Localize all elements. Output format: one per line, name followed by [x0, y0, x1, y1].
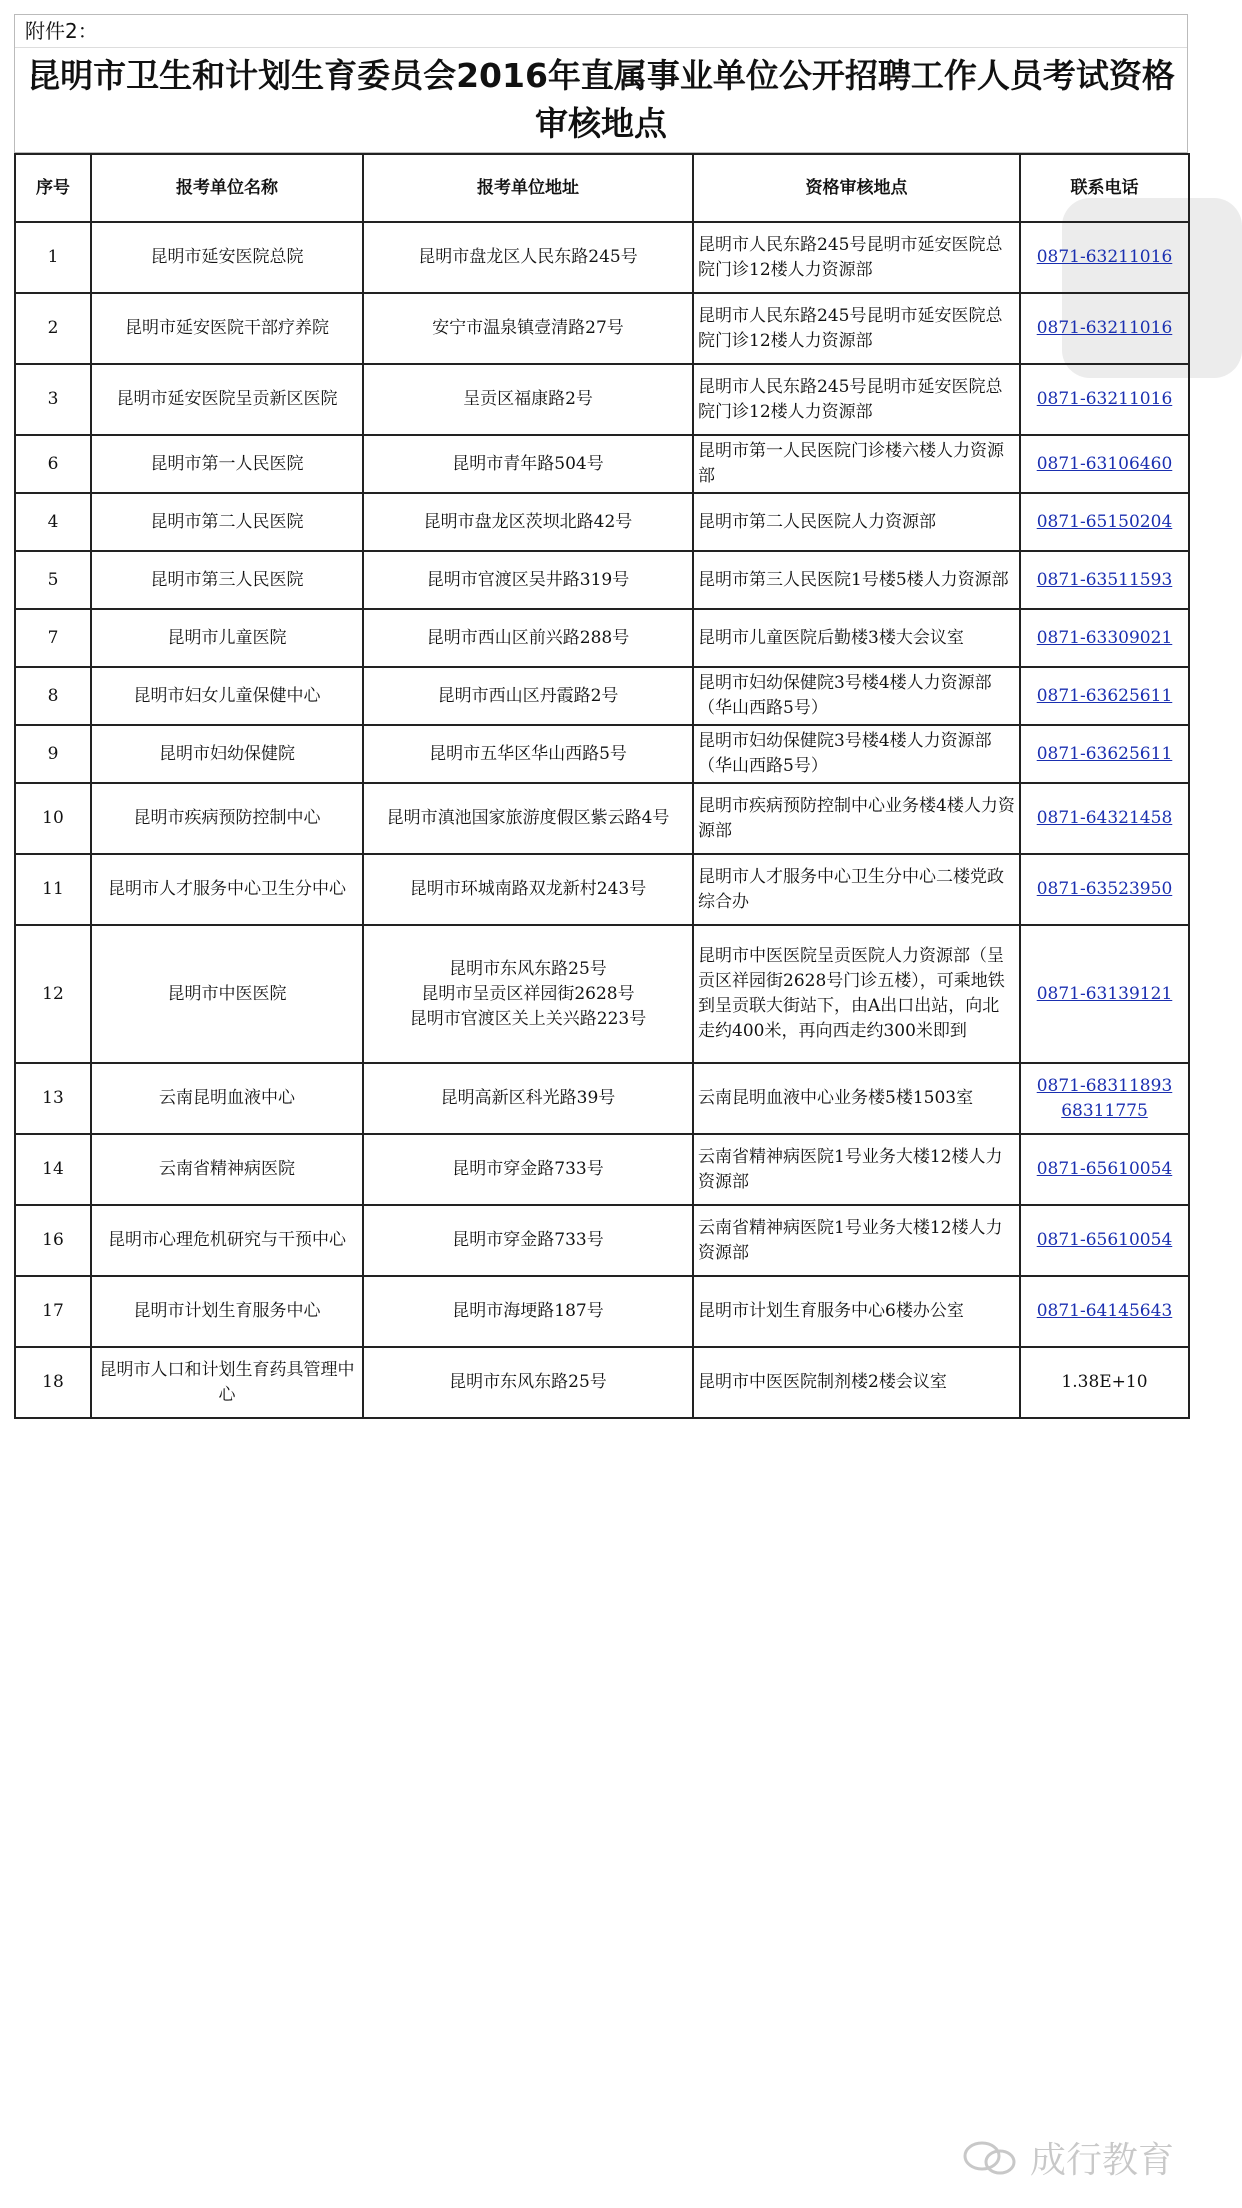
phone-cell [1020, 609, 1189, 667]
phone-link[interactable]: 0871-64145643 [1036, 1301, 1173, 1321]
row-number: 18 [15, 1347, 91, 1418]
phone-link[interactable]: 0871-65150204 [1036, 511, 1173, 532]
table-row [15, 1063, 1189, 1134]
phone-link[interactable]: 0871-65610054 [1036, 1230, 1173, 1250]
table-row [15, 222, 1189, 293]
phone-cell [1020, 783, 1189, 854]
unit-name: 昆明市延安医院总院 [91, 222, 363, 293]
phone-link[interactable]: 0871-65610054 [1036, 1159, 1173, 1179]
phone-cell [1020, 1205, 1189, 1276]
wechat-icon [960, 2140, 1020, 2176]
table-row [15, 854, 1189, 925]
table-row [15, 1134, 1189, 1205]
unit-address: 昆明市环城南路双龙新村243号 [363, 854, 693, 925]
phone-cell [1020, 435, 1189, 493]
row-number: 17 [15, 1276, 91, 1347]
unit-name: 昆明市第二人民医院 [91, 493, 363, 551]
review-site: 昆明市人民东路245号昆明市延安医院总院门诊12楼人力资源部 [693, 293, 1020, 364]
phone-cell [1020, 1134, 1189, 1205]
watermark [960, 2132, 1174, 2183]
table-row [15, 1347, 1189, 1418]
header-box [14, 14, 1188, 153]
review-site: 昆明市第一人民医院门诊楼六楼人力资源部 [693, 435, 1020, 493]
row-number: 4 [15, 493, 91, 551]
phone-cell [1020, 493, 1189, 551]
table-row [15, 783, 1189, 854]
review-site: 昆明市妇幼保健院3号楼4楼人力资源部（华山西路5号） [693, 725, 1020, 783]
phone-link[interactable]: 0871-63211016 [1036, 318, 1173, 338]
header-unit-address: 报考单位地址 [363, 154, 693, 222]
row-number: 13 [15, 1063, 91, 1134]
review-site: 昆明市儿童医院后勤楼3楼大会议室 [693, 609, 1020, 667]
review-site: 昆明市疾病预防控制中心业务楼4楼人力资源部 [693, 783, 1020, 854]
unit-address: 昆明市盘龙区人民东路245号 [363, 222, 693, 293]
table-row [15, 1205, 1189, 1276]
table-row [15, 925, 1189, 1063]
table-row [15, 293, 1189, 364]
unit-address: 昆明市西山区丹霞路2号 [363, 667, 693, 725]
phone-cell [1020, 854, 1189, 925]
phone-link[interactable]: 0871-63523950 [1036, 879, 1173, 899]
table-row [15, 609, 1189, 667]
review-site: 昆明市第三人民医院1号楼5楼人力资源部 [693, 551, 1020, 609]
row-number: 6 [15, 435, 91, 493]
unit-name: 昆明市第一人民医院 [91, 435, 363, 493]
row-number: 11 [15, 854, 91, 925]
phone-cell [1020, 1063, 1189, 1134]
phone-link[interactable]: 0871-63625611 [1036, 743, 1173, 764]
table-body [15, 222, 1189, 1418]
row-number: 2 [15, 293, 91, 364]
unit-address: 昆明市海埂路187号 [363, 1276, 693, 1347]
unit-name: 昆明市儿童医院 [91, 609, 363, 667]
review-site: 昆明市中医医院呈贡医院人力资源部（呈贡区祥园街2628号门诊五楼），可乘地铁到呈贡联大街站下，由A出口出站，向北走约400米，再向西走约300米即到 [693, 925, 1020, 1063]
unit-address: 昆明市盘龙区茨坝北路42号 [363, 493, 693, 551]
table-row [15, 493, 1189, 551]
table-row [15, 435, 1189, 493]
row-number: 10 [15, 783, 91, 854]
unit-name: 昆明市人口和计划生育药具管理中心 [91, 1347, 363, 1418]
phone-value: 1.38E+10 [1061, 1372, 1148, 1392]
phone-cell [1020, 1347, 1189, 1418]
unit-name: 云南省精神病医院 [91, 1134, 363, 1205]
phone-link[interactable]: 0871-68311893 [1036, 1075, 1173, 1096]
phone-cell [1020, 725, 1189, 783]
header-phone: 联系电话 [1020, 154, 1189, 222]
phone-link[interactable]: 0871-63211016 [1036, 389, 1173, 409]
review-site: 昆明市第二人民医院人力资源部 [693, 493, 1020, 551]
row-number: 14 [15, 1134, 91, 1205]
table-row [15, 725, 1189, 783]
review-site: 云南省精神病医院1号业务大楼12楼人力资源部 [693, 1134, 1020, 1205]
unit-name: 昆明市第三人民医院 [91, 551, 363, 609]
table-row [15, 667, 1189, 725]
review-site: 云南省精神病医院1号业务大楼12楼人力资源部 [693, 1205, 1020, 1276]
phone-link[interactable]: 0871-63309021 [1036, 627, 1173, 648]
phone-cell [1020, 925, 1189, 1063]
phone-cell [1020, 364, 1189, 435]
unit-address: 昆明高新区科光路39号 [363, 1063, 693, 1134]
document-sheet [14, 14, 1188, 1419]
phone-link[interactable]: 0871-63625611 [1036, 685, 1173, 706]
unit-name: 昆明市疾病预防控制中心 [91, 783, 363, 854]
unit-address: 安宁市温泉镇壹清路27号 [363, 293, 693, 364]
unit-name: 昆明市中医医院 [91, 925, 363, 1063]
row-number: 3 [15, 364, 91, 435]
review-site: 昆明市计划生育服务中心6楼办公室 [693, 1276, 1020, 1347]
page-title: 昆明市卫生和计划生育委员会2016年直属事业单位公开招聘工作人员考试资格审核地点 [15, 48, 1187, 153]
unit-name: 昆明市计划生育服务中心 [91, 1276, 363, 1347]
header-no: 序号 [15, 154, 91, 222]
row-number: 9 [15, 725, 91, 783]
unit-address: 昆明市西山区前兴路288号 [363, 609, 693, 667]
review-site: 昆明市人民东路245号昆明市延安医院总院门诊12楼人力资源部 [693, 364, 1020, 435]
unit-address: 昆明市五华区华山西路5号 [363, 725, 693, 783]
unit-address: 昆明市青年路504号 [363, 435, 693, 493]
phone-cell [1020, 667, 1189, 725]
phone-link[interactable]: 0871-63106460 [1036, 453, 1173, 474]
unit-address: 呈贡区福康路2号 [363, 364, 693, 435]
table-row [15, 1276, 1189, 1347]
unit-name: 云南昆明血液中心 [91, 1063, 363, 1134]
phone-cell [1020, 551, 1189, 609]
unit-name: 昆明市延安医院干部疗养院 [91, 293, 363, 364]
phone-link[interactable]: 0871-63511593 [1036, 569, 1173, 590]
watermark-text: 成行教育 [1030, 2140, 1175, 2181]
address-line: 昆明市东风东路25号 [449, 958, 607, 979]
unit-address: 昆明市东风东路25号 [363, 1347, 693, 1418]
header-unit-name: 报考单位名称 [91, 154, 363, 222]
unit-address [363, 925, 693, 1063]
review-site: 昆明市中医医院制剂楼2楼会议室 [693, 1347, 1020, 1418]
table-row [15, 364, 1189, 435]
phone-cell [1020, 222, 1189, 293]
row-number: 12 [15, 925, 91, 1063]
phone-cell [1020, 1276, 1189, 1347]
address-line: 昆明市呈贡区祥园街2628号 [421, 983, 635, 1004]
phone-link-secondary[interactable]: 68311775 [1061, 1100, 1148, 1121]
unit-name: 昆明市人才服务中心卫生分中心 [91, 854, 363, 925]
review-site: 昆明市人民东路245号昆明市延安医院总院门诊12楼人力资源部 [693, 222, 1020, 293]
review-site: 云南昆明血液中心业务楼5楼1503室 [693, 1063, 1020, 1134]
unit-address: 昆明市穿金路733号 [363, 1134, 693, 1205]
phone-link[interactable]: 0871-63211016 [1036, 247, 1173, 267]
table-header-row [15, 154, 1189, 222]
phone-cell [1020, 293, 1189, 364]
row-number: 5 [15, 551, 91, 609]
row-number: 8 [15, 667, 91, 725]
row-number: 16 [15, 1205, 91, 1276]
phone-link[interactable]: 0871-63139121 [1036, 983, 1173, 1004]
review-site: 昆明市妇幼保健院3号楼4楼人力资源部（华山西路5号） [693, 667, 1020, 725]
table-row [15, 551, 1189, 609]
address-line: 昆明市官渡区关上关兴路223号 [409, 1008, 647, 1029]
review-sites-table [14, 153, 1190, 1419]
unit-name: 昆明市心理危机研究与干预中心 [91, 1205, 363, 1276]
row-number: 7 [15, 609, 91, 667]
unit-address: 昆明市滇池国家旅游度假区紫云路4号 [363, 783, 693, 854]
unit-address: 昆明市穿金路733号 [363, 1205, 693, 1276]
unit-name: 昆明市妇女儿童保健中心 [91, 667, 363, 725]
header-review-site: 资格审核地点 [693, 154, 1020, 222]
row-number: 1 [15, 222, 91, 293]
phone-link[interactable]: 0871-64321458 [1036, 808, 1173, 828]
review-site: 昆明市人才服务中心卫生分中心二楼党政综合办 [693, 854, 1020, 925]
unit-name: 昆明市延安医院呈贡新区医院 [91, 364, 363, 435]
unit-address: 昆明市官渡区吴井路319号 [363, 551, 693, 609]
attachment-label: 附件2： [15, 15, 1187, 48]
unit-name: 昆明市妇幼保健院 [91, 725, 363, 783]
